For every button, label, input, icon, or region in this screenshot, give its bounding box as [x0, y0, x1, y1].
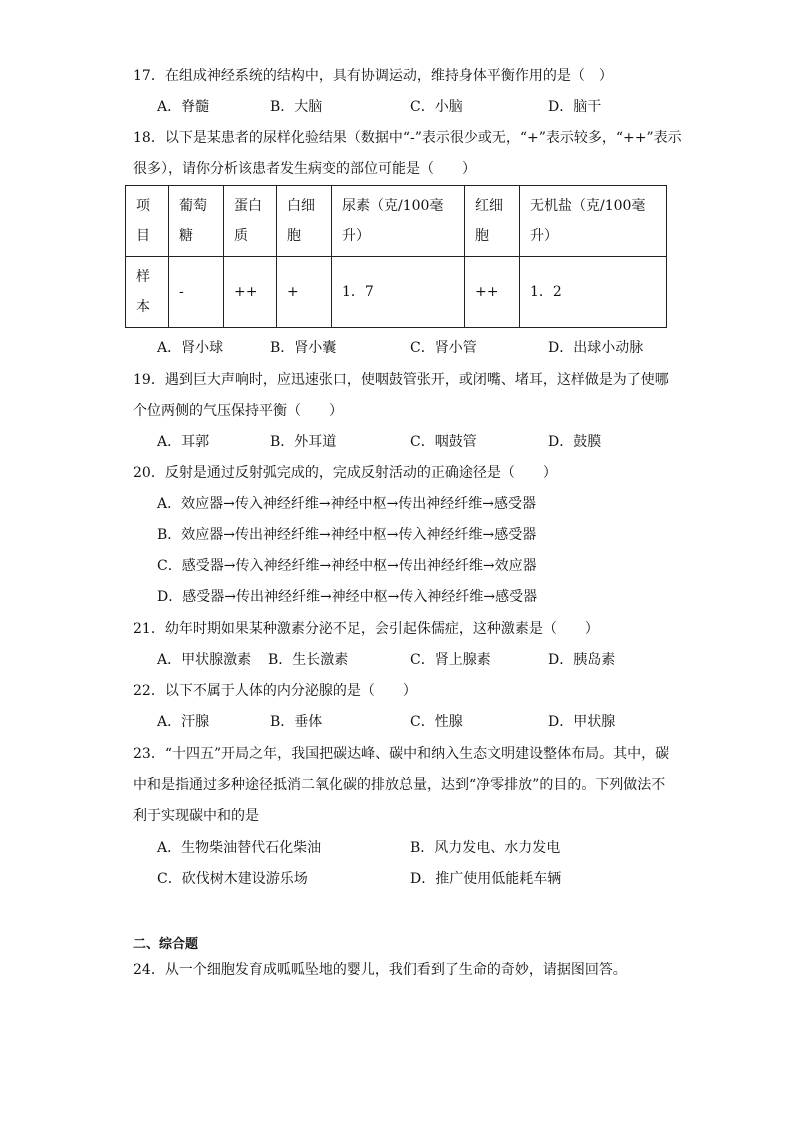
cell-wbc: + [277, 257, 332, 328]
cell-rbc: ++ [465, 257, 520, 328]
cell-glucose: - [169, 257, 224, 328]
header-protein: 蛋白质 [224, 186, 277, 257]
question-18-stem-line1: 18．以下是某患者的尿样化验结果（数据中“-”表示很少或无，“+”表示较多，“++”表示 [133, 130, 682, 146]
table-row [126, 257, 667, 328]
q21-option-c[interactable]: C．肾上腺素 [410, 652, 491, 668]
question-17-stem: 17．在组成神经系统的结构中，具有协调运动，维持身体平衡作用的是（ ） [133, 68, 613, 84]
q21-option-a[interactable]: A．甲状腺激素 [157, 652, 252, 668]
q20-option-c[interactable]: C．感受器→传入神经纤维→神经中枢→传出神经纤维→效应器 [157, 558, 537, 574]
q22-option-d[interactable]: D．甲状腺 [548, 714, 616, 730]
q22-option-b[interactable]: B．垂体 [270, 714, 323, 730]
header-wbc: 白细胞 [277, 186, 332, 257]
q19-option-d[interactable]: D．鼓膜 [548, 434, 602, 450]
q18-option-c[interactable]: C．肾小管 [410, 340, 477, 356]
question-20-stem: 20．反射是通过反射弧完成的，完成反射活动的正确途径是（ ） [133, 465, 557, 481]
question-24-stem: 24．从一个细胞发育成呱呱坠地的婴儿，我们看到了生命的奇妙，请据图回答。 [133, 962, 627, 978]
q17-option-d[interactable]: D．脑干 [548, 99, 602, 115]
row-label-sample: 样本 [126, 257, 169, 328]
cell-salts: 1．2 [520, 257, 667, 328]
question-19-stem-line2: 个位两侧的气压保持平衡（ ） [133, 403, 343, 419]
header-rbc: 红细胞 [465, 186, 520, 257]
q17-option-c[interactable]: C．小脑 [410, 99, 463, 115]
q19-option-c[interactable]: C．咽鼓管 [410, 434, 477, 450]
q20-option-a[interactable]: A．效应器→传入神经纤维→神经中枢→传出神经纤维→感受器 [157, 496, 537, 512]
q17-option-a[interactable]: A．脊髓 [157, 99, 210, 115]
question-18-stem-line2: 很多），请你分析该患者发生病变的部位可能是（ ） [133, 161, 476, 177]
cell-protein: ++ [224, 257, 277, 328]
q21-option-d[interactable]: D．胰岛素 [548, 652, 616, 668]
q17-option-b[interactable]: B．大脑 [270, 99, 323, 115]
question-23-stem-line2: 中和是指通过多种途径抵消二氧化碳的排放总量，达到“净零排放”的目的。下列做法不 [133, 777, 666, 793]
q23-option-d[interactable]: D．推广使用低能耗车辆 [410, 871, 562, 887]
q18-option-a[interactable]: A．肾小球 [157, 340, 224, 356]
cell-urea: 1．7 [332, 257, 465, 328]
header-salts: 无机盐（克/100毫升） [520, 186, 667, 257]
q19-option-a[interactable]: A．耳郭 [157, 434, 210, 450]
q22-option-a[interactable]: A．汗腺 [157, 714, 210, 730]
q18-option-d[interactable]: D．出球小动脉 [548, 340, 644, 356]
header-urea: 尿素（克/100毫升） [332, 186, 465, 257]
q20-option-b[interactable]: B．效应器→传出神经纤维→神经中枢→传入神经纤维→感受器 [157, 527, 537, 543]
q23-option-c[interactable]: C．砍伐树木建设游乐场 [157, 871, 308, 887]
urine-test-table [125, 185, 667, 328]
question-23-stem-line3: 利于实现碳中和的是 [133, 808, 259, 824]
q19-option-b[interactable]: B．外耳道 [270, 434, 337, 450]
header-glucose: 葡萄糖 [169, 186, 224, 257]
q23-option-a[interactable]: A．生物柴油替代石化柴油 [157, 840, 322, 856]
question-21-stem: 21．幼年时期如果某种激素分泌不足，会引起侏儒症，这种激素是（ ） [133, 621, 599, 637]
q22-option-c[interactable]: C．性腺 [410, 714, 463, 730]
question-23-stem-line1: 23．“十四五”开局之年，我国把碳达峰、碳中和纳入生态文明建设整体布局。其中，碳 [133, 746, 670, 762]
question-22-stem: 22．以下不属于人体的内分泌腺的是（ ） [133, 683, 417, 699]
q18-option-b[interactable]: B．肾小囊 [270, 340, 337, 356]
q23-option-b[interactable]: B．风力发电、水力发电 [410, 840, 561, 856]
section-heading: 二、综合题 [133, 937, 199, 952]
q21-option-b[interactable]: B．生长激素 [268, 652, 349, 668]
header-item: 项目 [126, 186, 169, 257]
q20-option-d[interactable]: D．感受器→传出神经纤维→神经中枢→传入神经纤维→感受器 [157, 589, 538, 605]
question-19-stem-line1: 19．遇到巨大声响时，应迅速张口，使咽鼓管张开，或闭嘴、堵耳，这样做是为了使哪 [133, 372, 669, 388]
table-header-row [126, 186, 667, 257]
